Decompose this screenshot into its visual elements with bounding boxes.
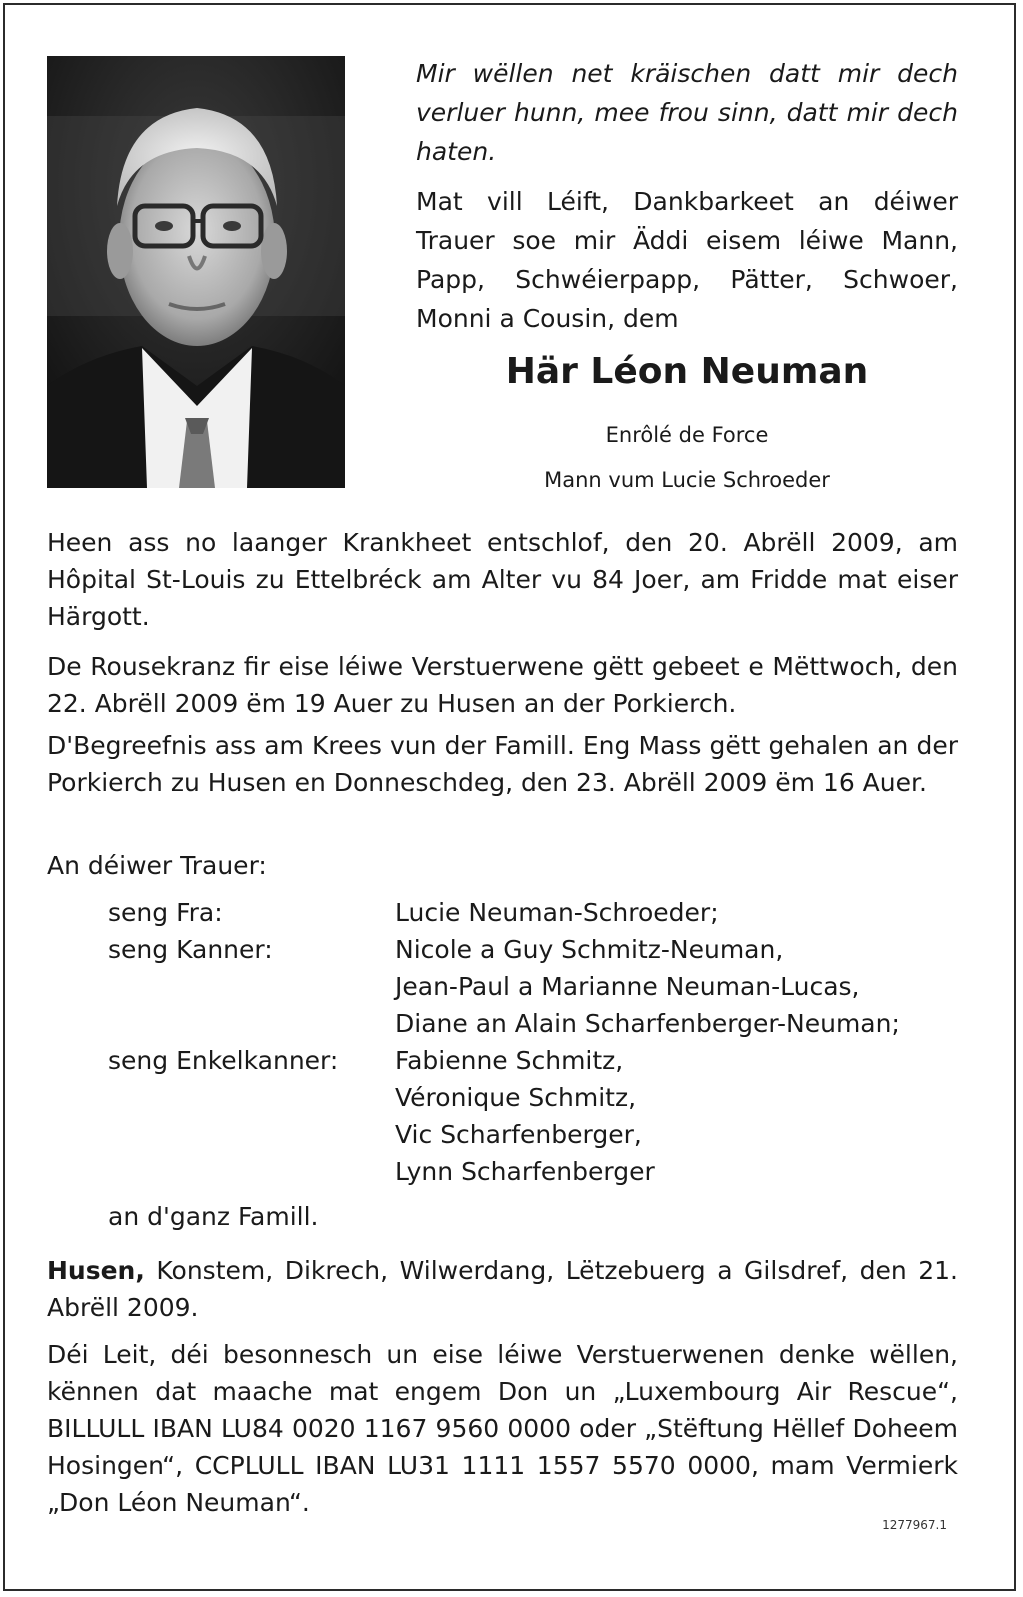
mourner-names [395,931,900,1042]
mourner-label: seng Enkelkanner: [108,1046,339,1075]
death-notice-paragraph: Heen ass no laanger Krankheet entschlof, den 20. Abrëll 2009, am Hôpital St-Louis zu Ettelbréck am Alter vu 84 Joer, am Fridde mat eiser Härgott. [47,528,958,631]
mourner-name: Nicole a Guy Schmitz-Neuman, [395,935,784,964]
memorial-verse: Mir wëllen net kräischen datt mir dech verluer hunn, mee frou sinn, datt mir dech haten. [416,59,958,166]
mourner-name: Lynn Scharfenberger [395,1157,655,1186]
deceased-subtitle-2: Mann vum Lucie Schroeder [544,468,830,492]
mourner-row-children [108,931,968,1042]
mourner-name: Véronique Schmitz, [395,1083,637,1112]
mourner-name: Jean-Paul a Marianne Neuman-Lucas, [395,972,860,1001]
reference-number: 1277967.1 [882,1518,947,1532]
mourner-names [395,894,719,931]
deceased-name: Här Léon Neuman [505,351,869,392]
mourner-row-grandchildren [108,1042,968,1190]
mourner-names [395,1042,655,1190]
mourner-name: Fabienne Schmitz, [395,1046,624,1075]
family-line: an d'ganz Famill. [108,1202,319,1231]
mourner-label: seng Kanner: [108,935,273,964]
donation-paragraph: Déi Leit, déi besonnesch un eise léiwe Verstuerwenen denke wëllen, kënnen dat maache mat engem Don un „Luxembourg Air Rescue“, BILLULL IBAN LU84 0020 1167 9560 0000 oder „Stëftung Hëllef Doheem Hosingen“, CCPLULL IBAN LU31 1111 1557 5570 0000, mam Vermierk „Don Léon Neuman“. [47,1340,958,1517]
funeral-paragraph: D'Begreefnis ass am Krees vun der Famill. Eng Mass gëtt gehalen an der Porkierch zu Husen en Donneschdeg, den 23. Abrëll 2009 ëm 16 Auer. [47,731,958,797]
mourner-name: Vic Scharfenberger, [395,1120,642,1149]
mourner-label: seng Fra: [108,898,223,927]
deceased-subtitle-1: Enrôlé de Force [605,423,769,447]
mourners-intro: An déiwer Trauer: [47,851,267,880]
rosary-paragraph: De Rousekranz fir eise léiwe Verstuerwene gëtt gebeet e Mëttwoch, den 22. Abrëll 2009 ëm 19 Auer zu Husen an der Porkierch. [47,652,958,718]
mourners-list [108,894,968,1235]
place-date-line [47,1252,958,1326]
portrait-image [47,56,345,488]
mourner-row-spouse [108,894,968,931]
farewell-intro: Mat vill Léift, Dankbarkeet an déiwer Trauer soe mir Äddi eisem léiwe Mann, Papp, Schwéierpapp, Pätter, Schwoer, Monni a Cousin, dem [416,187,958,333]
mourner-name: Lucie Neuman-Schroeder; [395,898,719,927]
place-bold: Husen, [47,1256,145,1285]
mourner-name: Diane an Alain Scharfenberger-Neuman; [395,1009,900,1038]
portrait-photo [47,56,345,488]
place-rest: Konstem, Dikrech, Wilwerdang, Lëtzebuerg a Gilsdref, den 21. Abrëll 2009. [47,1256,958,1322]
